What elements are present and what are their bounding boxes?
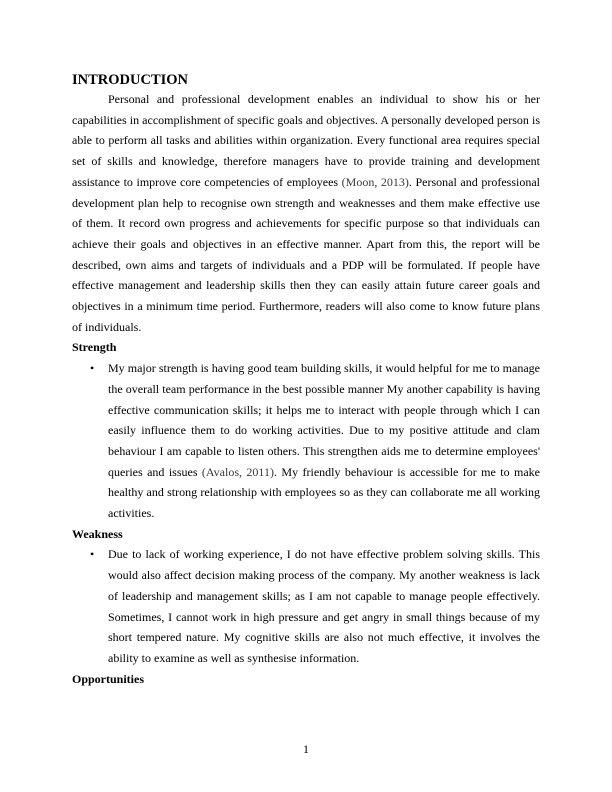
- citation-moon-2013: (Moon, 2013): [341, 174, 409, 189]
- weakness-list-item: [90, 544, 540, 668]
- strength-list-item: [90, 358, 540, 524]
- heading-weakness: Weakness: [72, 526, 123, 541]
- strength-list: [72, 358, 540, 524]
- intro-text-part-2: . Personal and professional development plan help to recognise own strength and weaknesses and them make effective use of them. It record own progress and achievements for specific purpose so that individuals can achieve their goals and objectives in an effective manner. Apart from this, the report will be described, own aims and targets of individuals and a PDP will be formulated. If people have effective management and leadership skills then they can easily attain future career goals and objectives in a minimum time period. Furthermore, readers will also come to know future plans of individuals.: [72, 174, 540, 334]
- intro-text-part-1: Personal and professional development enables an individual to show his or her capabilities in accomplishment of specific goals and objectives. A personally developed person is able to perform all tasks and abilities within organization. Every functional area requires special set of skills and knowledge, therefore managers have to provide training and development assistance to improve core competencies of employees: [72, 92, 540, 189]
- heading-opportunities: Opportunities: [72, 671, 145, 686]
- heading-introduction: INTRODUCTION: [72, 72, 189, 88]
- intro-paragraph: [72, 89, 540, 337]
- page-number: 1: [303, 742, 309, 756]
- bullet-icon: •: [90, 547, 95, 562]
- strength-text-part-2: . My friendly behaviour is accessible for me to make healthy and strong relationship with employees so as they can collaborate me all working activities.: [108, 464, 540, 521]
- page-content: [72, 71, 540, 689]
- strength-text-part-1: My major strength is having good team building skills, it would helpful for me to manage the overall team performance in the best possible manner My another capability is having effective communication skills; it helps me to interact with people through which I can easily influence them to do working activities. Due to my positive attitude and clam behaviour I am capable to listen others. This strengthen aids me to determine employees' queries and issues: [108, 361, 540, 479]
- weakness-text: Due to lack of working experience, I do not have effective problem solving skills. This would also affect decision making process of the company. My another weakness is lack of leadership and management skills; as I am not capable to manage people effectively. Sometimes, I cannot work in high pressure and get angry in small things because of my short tempered nature. My cognitive skills are also not much effective, it involves the ability to examine as well as synthesise information.: [108, 547, 540, 665]
- heading-strength: Strength: [72, 340, 117, 355]
- citation-avalos-2011: (Avalos, 2011): [201, 464, 274, 479]
- weakness-list: [72, 544, 540, 668]
- bullet-icon: •: [90, 361, 95, 376]
